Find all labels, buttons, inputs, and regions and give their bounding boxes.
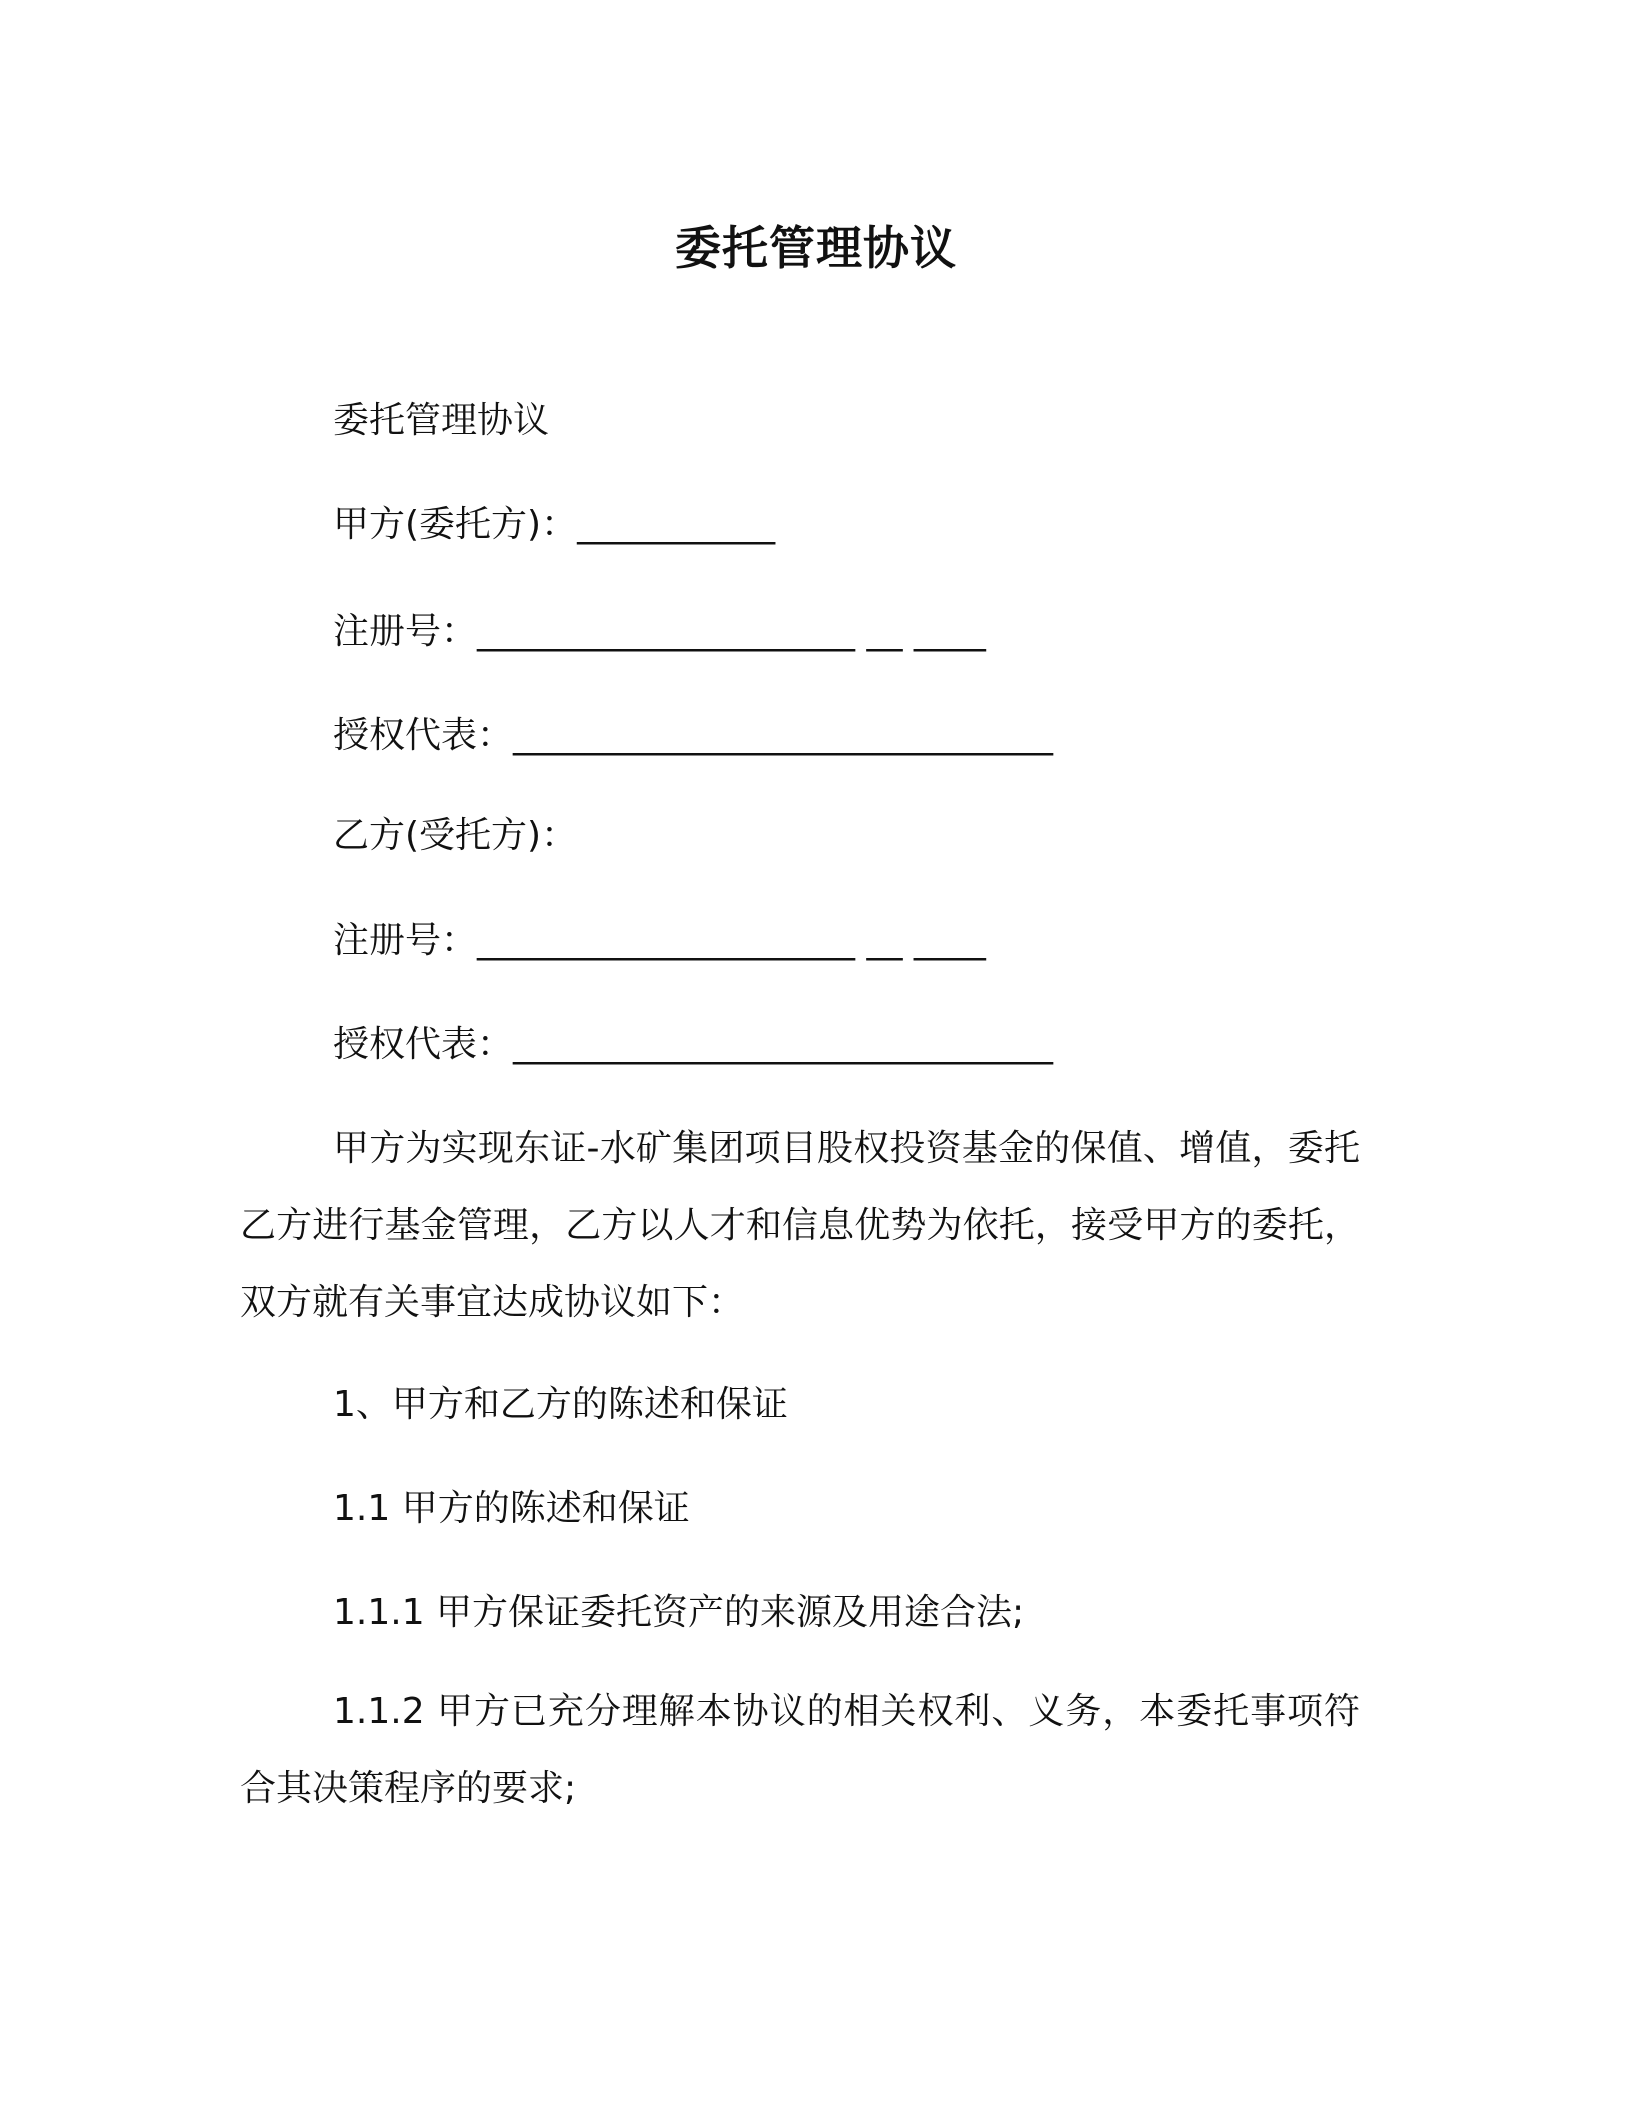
- party-a-representative-line: 授权代表：______________________________: [333, 715, 1054, 756]
- section-1-1-1-text: 1.1.1 甲方保证委托资产的来源及用途合法;: [333, 1592, 1025, 1633]
- party-b-registration-line: 注册号：_____________________ __ ____: [333, 920, 986, 961]
- section-1-1-heading: 1.1 甲方的陈述和保证: [333, 1488, 690, 1529]
- document-title: 委托管理协议: [675, 221, 957, 275]
- document-subtitle: 委托管理协议: [333, 400, 550, 441]
- intro-paragraph: 甲方为实现东证-水矿集团项目股权投资基金的保值、增值，委托乙方进行基金管理，乙方以人才和信息优势为依托，接受甲方的委托，双方就有关事宜达成协议如下：: [240, 1128, 1360, 1323]
- party-a-line: 甲方(委托方)：___________: [333, 504, 776, 545]
- party-a-registration-line: 注册号：_____________________ __ ____: [333, 611, 986, 652]
- section-1-heading: 1、甲方和乙方的陈述和保证: [333, 1384, 788, 1425]
- party-b-line: 乙方(受托方)：: [333, 815, 578, 856]
- section-1-1-2-text: 1.1.2 甲方已充分理解本协议的相关权利、义务，本委托事项符合其决策程序的要求;: [240, 1691, 1360, 1809]
- party-b-representative-line: 授权代表：______________________________: [333, 1024, 1054, 1065]
